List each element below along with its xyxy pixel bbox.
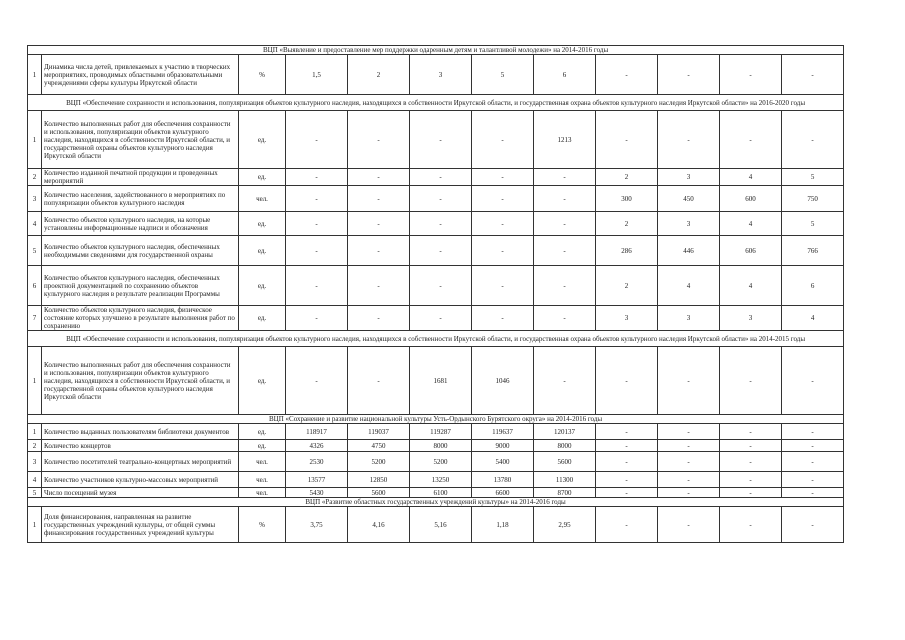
table-row [28,212,844,236]
value-cell: - [286,236,348,266]
unit-cell: ед. [239,347,286,415]
value-cell: - [720,347,782,415]
indicator-name: Количество выполненных работ для обеспечения сохранности и использования, популяризации объектов культурного наследия, находящихся в собственности Иркутской области, и государственной охраны объектов культурного наследия Иркутской области [42,347,239,415]
row-number: 1 [28,347,42,415]
value-cell: - [782,55,844,95]
value-cell: - [472,236,534,266]
unit-cell: % [239,507,286,543]
value-cell: - [348,236,410,266]
value-cell: - [658,347,720,415]
value-cell: - [782,347,844,415]
table-row [28,266,844,306]
value-cell: 11300 [534,472,596,488]
value-cell: - [348,306,410,331]
value-cell: - [534,212,596,236]
value-cell: 8000 [534,440,596,452]
value-cell: - [720,440,782,452]
value-cell: 4326 [286,440,348,452]
value-cell: - [720,488,782,498]
value-cell: 1213 [534,111,596,169]
value-cell: - [286,111,348,169]
value-cell: 4 [720,266,782,306]
value-cell: - [286,169,348,186]
value-cell: 1,5 [286,55,348,95]
unit-cell: % [239,55,286,95]
row-number: 5 [28,236,42,266]
value-cell: 2 [596,212,658,236]
value-cell: 2,95 [534,507,596,543]
value-cell: 2 [596,266,658,306]
unit-cell: чел. [239,472,286,488]
value-cell: - [286,347,348,415]
unit-cell: ед. [239,266,286,306]
value-cell: 6600 [472,488,534,498]
table-row [28,488,844,498]
value-cell: - [348,169,410,186]
table-row [28,347,844,415]
value-cell: - [782,111,844,169]
value-cell: 119287 [410,424,472,440]
value-cell: - [596,347,658,415]
value-cell: - [348,266,410,306]
unit-cell: ед. [239,306,286,331]
value-cell: - [720,55,782,95]
value-cell: 120137 [534,424,596,440]
unit-cell: чел. [239,186,286,212]
value-cell: 446 [658,236,720,266]
row-number: 7 [28,306,42,331]
value-cell: 5 [472,55,534,95]
value-cell: 1,18 [472,507,534,543]
row-number: 1 [28,55,42,95]
indicator-name: Количество выданных пользователям библиотеки документов [42,424,239,440]
value-cell: - [410,212,472,236]
indicator-name: Количество посетителей театрально-концертных мероприятий [42,452,239,472]
value-cell: 750 [782,186,844,212]
row-number: 2 [28,440,42,452]
value-cell: - [472,266,534,306]
value-cell: 450 [658,186,720,212]
table-row [28,424,844,440]
value-cell: 118917 [286,424,348,440]
value-cell: - [472,212,534,236]
table-row [28,440,844,452]
table-row [28,169,844,186]
value-cell: 766 [782,236,844,266]
table-row [28,111,844,169]
row-number: 3 [28,452,42,472]
value-cell: 5430 [286,488,348,498]
value-cell: - [596,452,658,472]
unit-cell: чел. [239,452,286,472]
section-title: ВЦП «Обеспечение сохранности и использования, популяризация объектов культурного наследия, находящихся в собственности Иркутской области, и государственная охрана объектов культурного наследия Иркутской области» на 2016-2020 годы [28,95,844,111]
value-cell: - [782,507,844,543]
value-cell: - [658,111,720,169]
table-row [28,236,844,266]
table-row [28,186,844,212]
row-number: 1 [28,424,42,440]
value-cell: - [596,440,658,452]
value-cell: 6 [534,55,596,95]
value-cell: - [472,306,534,331]
value-cell: 5600 [348,488,410,498]
value-cell: 119037 [348,424,410,440]
value-cell: 3 [658,169,720,186]
value-cell: 2530 [286,452,348,472]
value-cell: 5200 [410,452,472,472]
value-cell: 4,16 [348,507,410,543]
section-title: ВЦП «Выявление и предоставление мер поддержки одаренным детям и талантливой молодежи» на 2014-2016 годы [28,46,844,55]
value-cell: - [782,424,844,440]
value-cell: - [410,111,472,169]
section-header-row [28,498,844,507]
indicator-name: Количество участников культурно-массовых мероприятий [42,472,239,488]
indicator-name: Количество концертов [42,440,239,452]
value-cell: - [658,55,720,95]
value-cell: 3,75 [286,507,348,543]
table-row [28,55,844,95]
value-cell: - [348,111,410,169]
section-title: ВЦП «Развитие областных государственных учреждений культуры» на 2014-2016 годы [28,498,844,507]
value-cell: - [782,472,844,488]
value-cell: - [534,169,596,186]
value-cell: 4750 [348,440,410,452]
value-cell: - [782,440,844,452]
value-cell: - [720,472,782,488]
unit-cell: ед. [239,236,286,266]
value-cell: 119637 [472,424,534,440]
table-row [28,306,844,331]
value-cell: - [782,488,844,498]
value-cell: - [720,424,782,440]
value-cell: - [534,186,596,212]
value-cell: 1681 [410,347,472,415]
value-cell: - [534,306,596,331]
value-cell: - [720,507,782,543]
section-header-row [28,331,844,347]
indicator-name: Количество объектов культурного наследия, обеспеченных проектной документацией по сохранению объектов культурного наследия в результате реализации Программы [42,266,239,306]
value-cell: - [596,111,658,169]
value-cell: 600 [720,186,782,212]
value-cell: - [410,186,472,212]
value-cell: - [658,507,720,543]
unit-cell: ед. [239,212,286,236]
value-cell: - [782,452,844,472]
value-cell: - [596,424,658,440]
value-cell: 2 [596,169,658,186]
value-cell: - [658,452,720,472]
unit-cell: чел. [239,488,286,498]
value-cell: - [410,236,472,266]
value-cell: - [596,507,658,543]
value-cell: - [720,452,782,472]
value-cell: - [596,472,658,488]
indicator-name: Количество изданной печатной продукции и проведенных мероприятий [42,169,239,186]
value-cell: 5 [782,212,844,236]
indicator-name: Количество объектов культурного наследия, обеспеченных необходимыми сведениями для государственной охраны [42,236,239,266]
value-cell: - [658,472,720,488]
value-cell: 5 [782,169,844,186]
section-title: ВЦП «Обеспечение сохранности и использования, популяризация объектов культурного наследия, находящихся в собственности Иркутской области, и государственная охрана объектов культурного наследия Иркутской области» на 2014-2015 годы [28,331,844,347]
value-cell: 3 [596,306,658,331]
table-row [28,472,844,488]
value-cell: - [596,55,658,95]
indicators-table [27,45,844,543]
value-cell: - [596,488,658,498]
value-cell: - [472,169,534,186]
value-cell: 12850 [348,472,410,488]
unit-cell: ед. [239,169,286,186]
value-cell: 4 [658,266,720,306]
table-row [28,452,844,472]
row-number: 3 [28,186,42,212]
unit-cell: ед. [239,111,286,169]
value-cell: 1046 [472,347,534,415]
value-cell: - [472,111,534,169]
value-cell: 606 [720,236,782,266]
value-cell: 2 [348,55,410,95]
section-header-row [28,46,844,55]
value-cell: 3 [720,306,782,331]
value-cell: - [410,306,472,331]
value-cell: 8700 [534,488,596,498]
indicator-name: Количество объектов культурного наследия, физическое состояние которых улучшено в результате выполнения работ по сохранению [42,306,239,331]
row-number: 5 [28,488,42,498]
indicator-name: Количество населения, задействованного в мероприятиях по популяризации объектов культурного наследия [42,186,239,212]
value-cell: - [348,212,410,236]
value-cell: 8000 [410,440,472,452]
value-cell: - [720,111,782,169]
value-cell: - [410,169,472,186]
row-number: 1 [28,507,42,543]
indicator-name: Количество выполненных работ для обеспечения сохранности и использования, популяризации объектов культурного наследия, находящихся в собственности Иркутской области, и государственной охраны объектов культурного наследия Иркутской области [42,111,239,169]
value-cell: 3 [658,212,720,236]
unit-cell: ед. [239,424,286,440]
value-cell: - [472,186,534,212]
value-cell: 6 [782,266,844,306]
value-cell: 5200 [348,452,410,472]
value-cell: 5,16 [410,507,472,543]
value-cell: 300 [596,186,658,212]
unit-cell: ед. [239,440,286,452]
indicator-name: Количество объектов культурного наследия, на которые установлены информационные надписи и обозначения [42,212,239,236]
value-cell: - [348,186,410,212]
indicator-name: Число посещений музея [42,488,239,498]
row-number: 1 [28,111,42,169]
value-cell: 5600 [534,452,596,472]
value-cell: - [286,306,348,331]
value-cell: - [286,212,348,236]
section-title: ВЦП «Сохранение и развитие национальной культуры Усть-Ордынского Бурятского округа» на 2014-2016 годы [28,415,844,424]
row-number: 6 [28,266,42,306]
value-cell: - [534,266,596,306]
value-cell: - [410,266,472,306]
value-cell: 13250 [410,472,472,488]
section-header-row [28,415,844,424]
value-cell: - [658,440,720,452]
value-cell: - [658,488,720,498]
value-cell: 4 [720,169,782,186]
value-cell: 3 [658,306,720,331]
value-cell: 3 [410,55,472,95]
value-cell: - [348,347,410,415]
value-cell: 13780 [472,472,534,488]
value-cell: - [286,186,348,212]
row-number: 2 [28,169,42,186]
indicator-name: Доля финансирования, направленная на развитие государственных учреждений культуры, от общей суммы финансирования государственных учреждений культуры [42,507,239,543]
value-cell: 9000 [472,440,534,452]
value-cell: 4 [782,306,844,331]
section-header-row [28,95,844,111]
value-cell: 6100 [410,488,472,498]
value-cell: 4 [720,212,782,236]
value-cell: 286 [596,236,658,266]
value-cell: 13577 [286,472,348,488]
table-row [28,507,844,543]
value-cell: - [286,266,348,306]
value-cell: - [534,347,596,415]
value-cell: - [658,424,720,440]
row-number: 4 [28,472,42,488]
indicator-name: Динамика числа детей, привлекаемых к участию в творческих мероприятиях, проводимых областными образовательными учреждениями сферы культуры Иркутской области [42,55,239,95]
row-number: 4 [28,212,42,236]
value-cell: - [534,236,596,266]
value-cell: 5400 [472,452,534,472]
